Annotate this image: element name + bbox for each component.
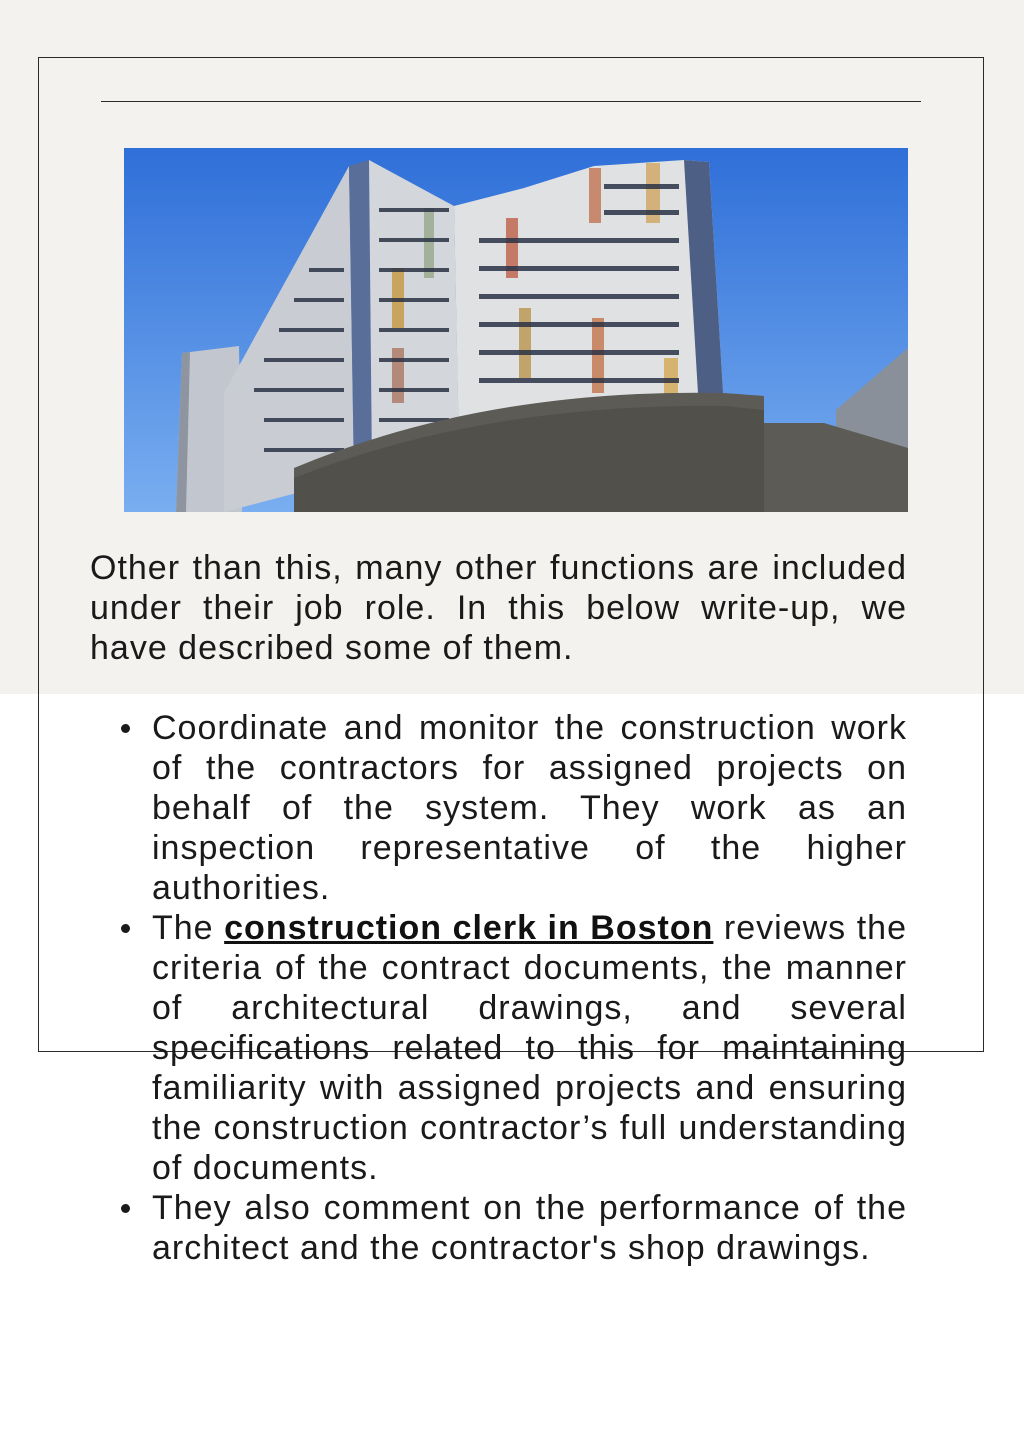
list-item-suffix: reviews the criteria of the contract documents, the manner of architectural drawings, and several specifications related to this for maintaining familiarity with assigned projects and ensuring the construction contractor’s full understanding of documents. — [152, 909, 907, 1187]
list-item-prefix: The — [152, 909, 225, 947]
bullet-icon — [121, 1204, 130, 1213]
duties-list — [90, 708, 907, 1268]
list-item-text: They also comment on the performance of the architect and the contractor's shop drawings. — [152, 1189, 907, 1267]
bullet-icon — [121, 924, 130, 933]
list-item-text: Coordinate and monitor the construction work of the contractors for assigned projects on behalf of the system. They work as an inspection representative of the higher authorities. — [152, 709, 907, 907]
building-photo — [124, 148, 908, 512]
header-divider — [101, 101, 921, 102]
construction-clerk-link[interactable]: construction clerk in Boston — [224, 909, 714, 947]
list-item — [90, 1188, 907, 1268]
bullet-icon — [121, 724, 130, 733]
list-item — [90, 708, 907, 908]
list-item — [90, 908, 907, 1188]
intro-paragraph: Other than this, many other functions are included under their job role. In this below write-up, we have described some of them. — [90, 549, 907, 667]
